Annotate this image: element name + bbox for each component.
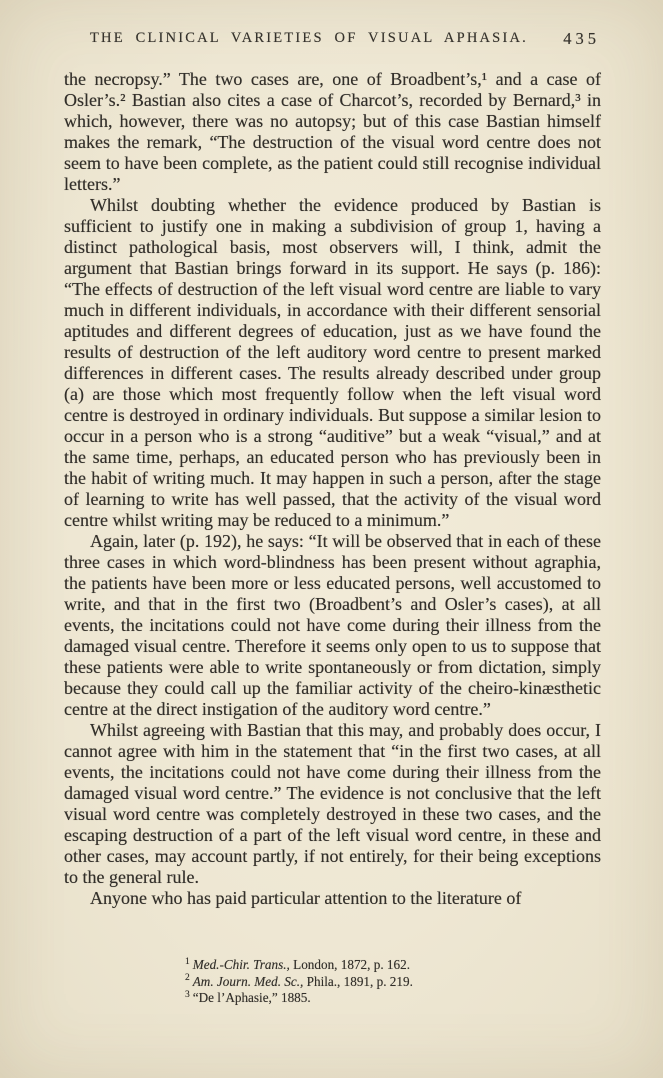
paragraph-continuation: the necropsy.” The two cases are, one of Broadbent’s,¹ and a case of Osler’s.² Bastian also cites a case of Charcot’s, recorded by Bernard,³ in which, however, there was no autopsy; but of this case Bastian himself makes the remark, “The destruction of the visual word centre does not seem to have been complete, as the patient could still recognise individual letters.” [64,69,601,194]
paragraph: Anyone who has paid particular attention to the literature of [90,888,522,908]
page-header [64,30,600,52]
page-number: 435 [563,29,600,48]
footnote [185,957,565,974]
footnote-marker: 1 [185,956,190,967]
footnote-marker: 3 [185,989,190,1000]
footnote-source: Med.-Chir. Trans., [192,957,290,972]
body-text [64,69,601,909]
footnote-text: “De l’Aphasie,” 1885. [192,990,311,1005]
paragraph: Again, later (p. 192), he says: “It will be observed that in each of these three cases in which word-blindness has been present without agraphia, the patients have been more or less educated persons, well accustomed to write, and that in the first two (Broadbent’s and Osler’s cases), at all events, the incitations could not have come during their illness from the damaged visual centre. Therefore it seems only open to us to suppose that these patients were able to write spontaneously or from dictation, simply because they could call up the familiar activity of the cheiro-kinæsthetic centre at the direct instigation of the auditory word centre.” [64,531,601,719]
footnotes [185,957,565,1007]
footnote-text: London, 1872, p. 162. [289,957,410,972]
paragraph: Whilst agreeing with Bastian that this may, and probably does occur, I cannot agree with him in the statement that “in the first two cases, at all events, the incitations could not have come during their illness from the damaged visual word centre.” The evidence is not conclusive that the left visual word centre was completely destroyed in these two cases, and the escaping destruction of a part of the left visual word centre, in these and other cases, may account partly, if not entirely, for their being exceptions to the general rule. [64,720,601,887]
footnote [185,974,565,991]
running-title: THE CLINICAL VARIETIES OF VISUAL APHASIA. [90,30,528,46]
footnote-marker: 2 [185,973,190,984]
footnote [185,990,565,1007]
paragraph: Whilst doubting whether the evidence produced by Bastian is sufficient to justify one in making a subdivision of group 1, having a distinct pathological basis, most observers will, I think, admit the argument that Bastian brings forward in its support. He says (p. 186): “The effects of destruction of the left visual word centre are liable to vary much in different individuals, in accordance with their different sensorial aptitudes and different degrees of education, just as we have found the results of destruction of the left auditory word centre to present marked differences in different cases. The results already described under group (a) are those which most frequently follow when the left visual word centre is destroyed in ordinary individuals. But suppose a similar lesion to occur in a person who is a strong “auditive” but a weak “visual,” and at the same time, perhaps, an educated person who has previously been in the habit of writing much. It may happen in such a person, after the stage of learning to write has well passed, that the activity of the visual word centre whilst writing may be reduced to a minimum.” [64,195,601,530]
footnote-source: Am. Journ. Med. Sc., [192,973,304,989]
footnote-text: Phila., 1891, p. 219. [303,973,413,989]
